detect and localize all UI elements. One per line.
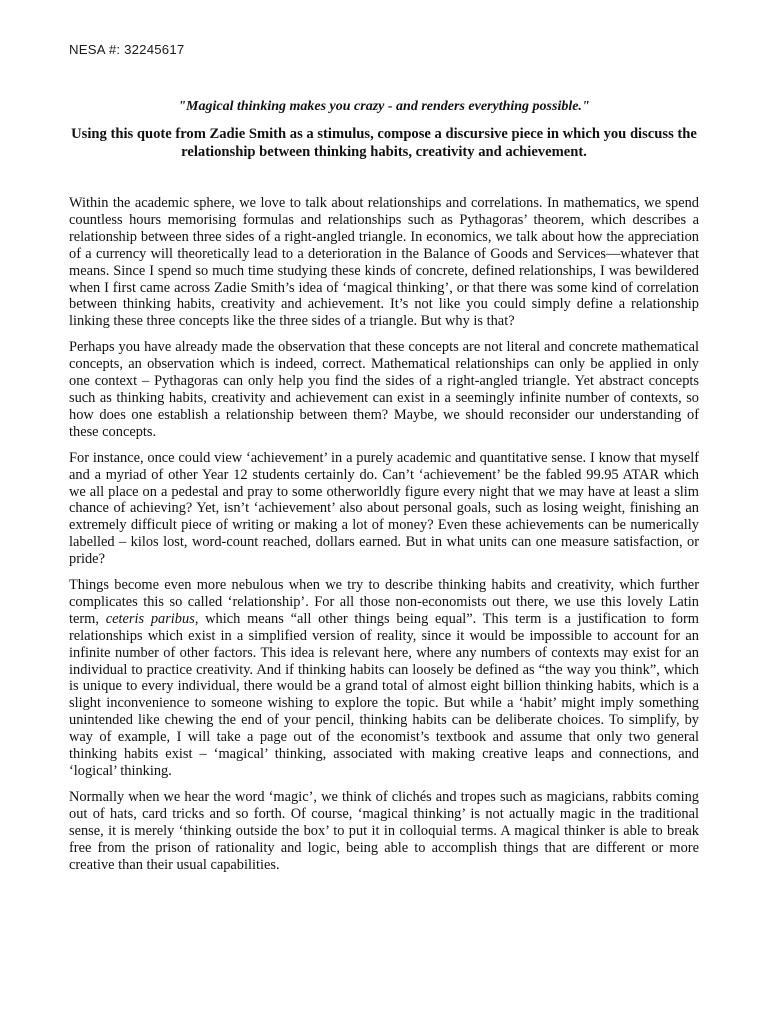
nesa-number: NESA #: 32245617 [69,42,185,57]
paragraph-5: Normally when we hear the word ‘magic’, we think of clichés and tropes such as magicians, rabbits coming out of hats, card tricks and so forth. Of course, ‘magical thinking’ is not actually magic in the traditional sense, it is merely ‘thinking outside the box’ to put it in colloquial terms. A magical thinker is able to break free from the prison of rationality and logic, being able to accomplish things that are different or more creative than their usual capabilities. [69,788,699,873]
stimulus-quote: "Magical thinking makes you crazy - and renders everything possible." [178,99,590,114]
paragraph-4-text-after: , which means “all other things being equal”. This term is a justification to form relationships which exist in a simplified version of reality, since it would be impossible to account for an infinite number of other factors. This idea is relevant here, where any numbers of contexts may exist for an individual to practice creativity. And if thinking habits can loosely be defined as “the way you think”, which is unique to every individual, there would be a grand total of almost eight billion thinking habits, which is a slight inconvenience to someone wishing to explore the topic. But while a ‘habit’ might imply something unintended like chewing the end of your pencil, thinking habits can be deliberate choices. To simplify, by way of example, I will take a page out of the economist’s textbook and assume that only two general thinking habits exist – ‘magical’ thinking, associated with making creative leaps and connections, and ‘logical’ thinking. [69,610,699,779]
essay-body [69,195,699,882]
essay-prompt: Using this quote from Zadie Smith as a stimulus, compose a discursive piece in which you discuss the relationship between thinking habits, creativity and achievement. [71,126,697,160]
paragraph-4-text-before: Things become even more nebulous when we try to describe thinking habits and creativity, which further complicates this so called ‘relationship’. For all those non-economists out there, we use this lovely Latin term, [69,577,699,627]
latin-term: ceteris paribus [105,610,195,627]
paragraph-3: For instance, once could view ‘achievement’ in a purely academic and quantitative sense. I know that myself and a myriad of other Year 12 students certainly do. Can’t ‘achievement’ be the fabled 99.95 ATAR which we all place on a pedestal and pray to some otherworldly figure every night that we may have at least a slim chance of achieving? Yet, isn’t ‘achievement’ also about personal goals, such as losing weight, finishing an extremely difficult piece of writing or making a lot of money? Even these achievements can be numerically labelled – kilos lost, word-count reached, dollars earned. But in what units can one measure satisfaction, or pride? [69,449,699,568]
paragraph-1: Within the academic sphere, we love to talk about relationships and correlations. In mathematics, we spend countless hours memorising formulas and relationships such as Pythagoras’ theorem, which describes a relationship between three sides of a right-angled triangle. In economics, we talk about how the appreciation of a currency will theoretically lead to a deterioration in the Balance of Goods and Services—whatever that means. Since I spend so much time studying these kinds of concrete, defined relationships, I was bewildered when I first came across Zadie Smith’s idea of ‘magical thinking’, or that there was some kind of correlation between thinking habits, creativity and achievement. It’s not like you could simply define a relationship linking these three concepts like the three sides of a triangle. But why is that? [69,195,699,330]
paragraph-2: Perhaps you have already made the observation that these concepts are not literal and concrete mathematical concepts, an observation which is indeed, correct. Mathematical relationships can only be applied in only one context – Pythagoras can only help you find the sides of a right-angled triangle. Yet abstract concepts such as thinking habits, creativity and achievement can exist in a seemingly infinite number of contexts, so how does one establish a relationship between them? Maybe, we should reconsider our understanding of these concepts. [69,339,699,440]
paragraph-4 [69,577,699,780]
